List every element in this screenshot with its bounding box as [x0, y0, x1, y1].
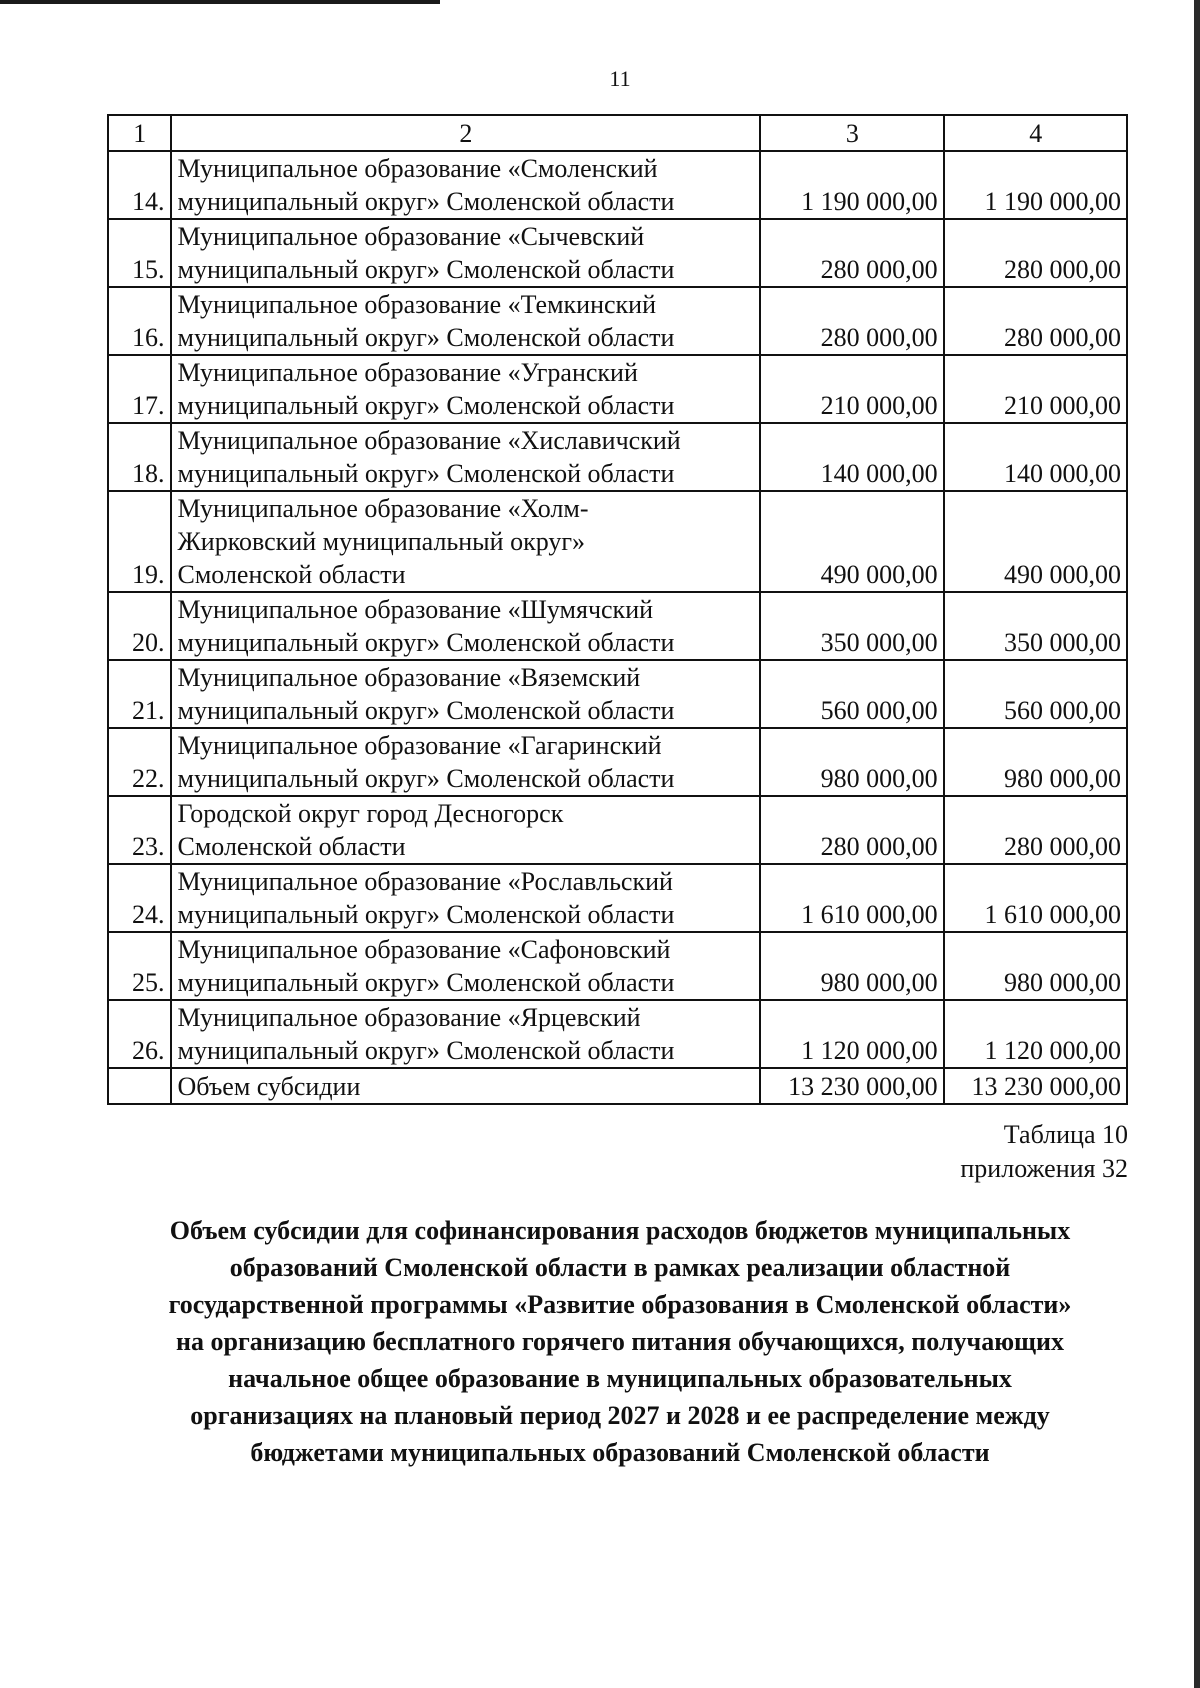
- value-col3: 210 000,00: [760, 355, 943, 423]
- total-row: [108, 1068, 1127, 1104]
- municipality-name-line: Муниципальное образование «Угранский: [177, 358, 638, 387]
- municipality-name-line: Муниципальное образование «Холм-: [177, 494, 589, 523]
- municipality-name: [171, 728, 761, 796]
- table-row: [108, 423, 1127, 491]
- value-col4: 980 000,00: [944, 932, 1127, 1000]
- header-col-3: 3: [760, 115, 943, 151]
- header-col-4: 4: [944, 115, 1127, 151]
- header-col-2: 2: [171, 115, 761, 151]
- value-col3: 350 000,00: [760, 592, 943, 660]
- row-number: 23.: [108, 796, 171, 864]
- municipality-name: [171, 796, 761, 864]
- value-col4: 980 000,00: [944, 728, 1127, 796]
- municipality-name-line: Смоленской области: [177, 560, 406, 589]
- table-row: [108, 491, 1127, 592]
- municipality-name-line: Муниципальное образование «Вяземский: [177, 663, 641, 692]
- subsidy-table: [107, 114, 1128, 1105]
- row-number: 21.: [108, 660, 171, 728]
- municipality-name-line: Муниципальное образование «Смоленский: [177, 154, 658, 183]
- municipality-name-line: Муниципальное образование «Хиславичский: [177, 426, 681, 455]
- table-body: [108, 151, 1127, 1068]
- municipality-name-line: Муниципальное образование «Гагаринский: [177, 731, 662, 760]
- value-col3: 280 000,00: [760, 219, 943, 287]
- title-line: на организацию бесплатного горячего питания обучающихся, получающих: [176, 1327, 1064, 1356]
- table-row: [108, 932, 1127, 1000]
- municipality-name-line: Смоленской области: [177, 832, 406, 861]
- value-col4: 140 000,00: [944, 423, 1127, 491]
- total-num-cell: [108, 1068, 171, 1104]
- municipality-name-line: муниципальный округ» Смоленской области: [177, 764, 675, 793]
- title-line: Объем субсидии для софинансирования расходов бюджетов муниципальных: [169, 1216, 1071, 1245]
- municipality-name: [171, 660, 761, 728]
- scan-border-top: [0, 0, 440, 4]
- municipality-name-line: муниципальный округ» Смоленской области: [177, 968, 675, 997]
- municipality-name: [171, 932, 761, 1000]
- caption-appendix: приложения 32: [960, 1154, 1128, 1183]
- title-line: бюджетами муниципальных образований Смоленской области: [250, 1438, 990, 1467]
- municipality-name-line: муниципальный округ» Смоленской области: [177, 391, 675, 420]
- municipality-name: [171, 864, 761, 932]
- municipality-name: [171, 423, 761, 491]
- table-row: [108, 151, 1127, 219]
- municipality-name-line: муниципальный округ» Смоленской области: [177, 187, 675, 216]
- row-number: 25.: [108, 932, 171, 1000]
- value-col3: 560 000,00: [760, 660, 943, 728]
- municipality-name-line: Муниципальное образование «Темкинский: [177, 290, 656, 319]
- municipality-name-line: Городской округ город Десногорск: [177, 799, 564, 828]
- municipality-name-line: Жирковский муниципальный округ»: [177, 527, 586, 556]
- row-number: 19.: [108, 491, 171, 592]
- value-col4: 1 610 000,00: [944, 864, 1127, 932]
- municipality-name: [171, 592, 761, 660]
- table-row: [108, 864, 1127, 932]
- municipality-name: [171, 287, 761, 355]
- table-row: [108, 728, 1127, 796]
- title-line: организациях на плановый период 2027 и 2028 и ее распределение между: [190, 1401, 1050, 1430]
- value-col3: 1 610 000,00: [760, 864, 943, 932]
- municipality-name-line: муниципальный округ» Смоленской области: [177, 628, 675, 657]
- document-title: [100, 1212, 1140, 1471]
- municipality-name-line: муниципальный округ» Смоленской области: [177, 696, 675, 725]
- municipality-name: [171, 1000, 761, 1068]
- value-col4: 280 000,00: [944, 287, 1127, 355]
- municipality-name: [171, 355, 761, 423]
- total-label: Объем субсидии: [171, 1068, 761, 1104]
- value-col4: 210 000,00: [944, 355, 1127, 423]
- municipality-name-line: муниципальный округ» Смоленской области: [177, 459, 675, 488]
- value-col3: 980 000,00: [760, 932, 943, 1000]
- municipality-name-line: муниципальный округ» Смоленской области: [177, 255, 675, 284]
- title-line: образований Смоленской области в рамках реализации областной: [229, 1253, 1011, 1282]
- row-number: 17.: [108, 355, 171, 423]
- row-number: 24.: [108, 864, 171, 932]
- municipality-name: [171, 219, 761, 287]
- row-number: 18.: [108, 423, 171, 491]
- row-number: 26.: [108, 1000, 171, 1068]
- municipality-name: [171, 151, 761, 219]
- municipality-name-line: Муниципальное образование «Сычевский: [177, 222, 645, 251]
- value-col4: 1 120 000,00: [944, 1000, 1127, 1068]
- table-row: [108, 287, 1127, 355]
- row-number: 16.: [108, 287, 171, 355]
- value-col3: 490 000,00: [760, 491, 943, 592]
- table-row: [108, 1000, 1127, 1068]
- municipality-name-line: Муниципальное образование «Сафоновский: [177, 935, 671, 964]
- title-line: государственной программы «Развитие образования в Смоленской области»: [168, 1290, 1072, 1319]
- table-row: [108, 796, 1127, 864]
- value-col4: 350 000,00: [944, 592, 1127, 660]
- row-number: 14.: [108, 151, 171, 219]
- value-col3: 280 000,00: [760, 287, 943, 355]
- municipality-name-line: муниципальный округ» Смоленской области: [177, 900, 675, 929]
- scan-border-right: [1194, 0, 1200, 1688]
- municipality-name-line: Муниципальное образование «Рославльский: [177, 867, 673, 896]
- total-value-col3: 13 230 000,00: [760, 1068, 943, 1104]
- title-line: начальное общее образование в муниципальных образовательных: [228, 1364, 1012, 1393]
- row-number: 20.: [108, 592, 171, 660]
- value-col3: 140 000,00: [760, 423, 943, 491]
- municipality-name-line: муниципальный округ» Смоленской области: [177, 1036, 675, 1065]
- header-col-1: 1: [108, 115, 171, 151]
- table-header-row: [108, 115, 1127, 151]
- value-col4: 490 000,00: [944, 491, 1127, 592]
- value-col3: 280 000,00: [760, 796, 943, 864]
- caption-table-number: Таблица 10: [1003, 1120, 1128, 1149]
- value-col3: 1 120 000,00: [760, 1000, 943, 1068]
- value-col4: 560 000,00: [944, 660, 1127, 728]
- municipality-name-line: муниципальный округ» Смоленской области: [177, 323, 675, 352]
- table-row: [108, 592, 1127, 660]
- value-col3: 980 000,00: [760, 728, 943, 796]
- municipality-name-line: Муниципальное образование «Ярцевский: [177, 1003, 641, 1032]
- value-col4: 280 000,00: [944, 219, 1127, 287]
- table-caption: [960, 1118, 1128, 1186]
- table-row: [108, 219, 1127, 287]
- municipality-name-line: Муниципальное образование «Шумячский: [177, 595, 654, 624]
- row-number: 15.: [108, 219, 171, 287]
- value-col4: 280 000,00: [944, 796, 1127, 864]
- value-col4: 1 190 000,00: [944, 151, 1127, 219]
- row-number: 22.: [108, 728, 171, 796]
- municipality-name: [171, 491, 761, 592]
- table-row: [108, 355, 1127, 423]
- value-col3: 1 190 000,00: [760, 151, 943, 219]
- page-number: 11: [609, 66, 631, 91]
- table-row: [108, 660, 1127, 728]
- total-value-col4: 13 230 000,00: [944, 1068, 1127, 1104]
